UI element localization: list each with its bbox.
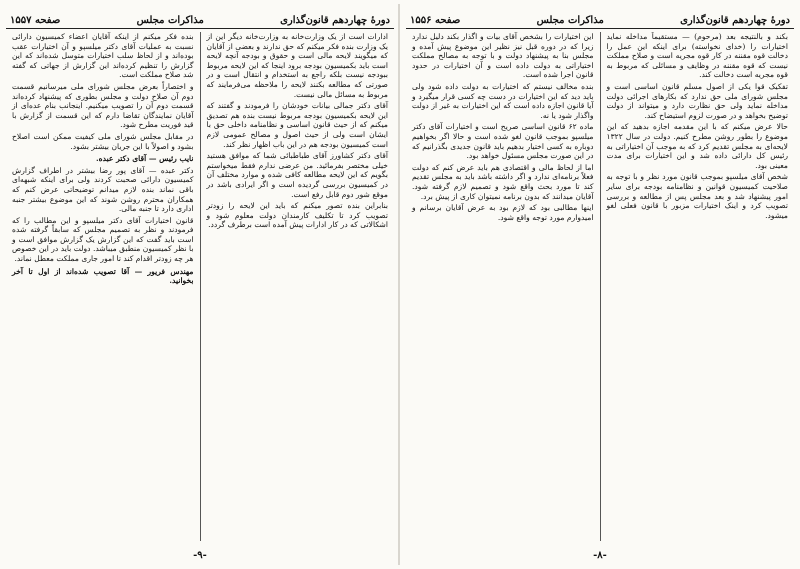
text-columns (6, 32, 394, 541)
paragraph: بنابراین بنده تصور میکنم که باید این لایحه را زودتر تصویب کرد تا تکلیف کارمندان دولت معلوم شود و اشکالاتی که در کار ادارات پیش آمده است برطرف گردد. (206, 201, 388, 230)
page-header (406, 6, 794, 29)
page-header (6, 6, 394, 29)
text-columns (406, 32, 794, 541)
paragraph: این اختیارات را بشخص آقای بیات و اگذار بکند دلیل ندارد زیرا که در دوره قبل نیز نظیر این موضوع پیش آمده و مجلس بنا به پیشنهاد دولت و با توجه به مصالح مملکت اختیاراتی به دولت داده است و آن اختیارات در حدود قانون اجرا شده است. (412, 32, 594, 80)
column-right (201, 32, 395, 541)
header-page-label: صفحه ۱۵۵۶ (410, 15, 461, 26)
paragraph: تفکیک قوا یکی از اصول مسلم قانون اساسی است و مجلس شورای ملی حق ندارد که بکارهای اجرائی دولت مداخله نماید ولی حق نظارت دارد و میتواند از دولت توضیح بخواهد و در صورت لزوم استیضاح کند. (606, 81, 788, 120)
paragraph: بکند و بالنتیجه بعد (مرحوم) — مستقیماً مداخله نماید اختیارات را (خدای نخواسته) برای اینکه این عمل را دخالت قوه مقننه در کار قوه مجریه است و صلاح مملکت نیست که قوه مقننه در وظایف و مسائلی که مربوط به قوه مجریه است دخالت کند. (606, 32, 788, 80)
page-number: -۸- (593, 550, 607, 561)
speaker-line: نایب رئیس — آقای دکتر عبده. (96, 154, 194, 164)
paragraph: بنده مخالف نیستم که اختیارات به دولت داده شود ولی باید دید که این اختیارات در دست چه کسی قرار میگیرد و آیا قانون اجازه داده است که این اختیارات به غیر از دولت واگذار شود یا نه. (412, 81, 594, 120)
header-page-label: صفحه ۱۵۵۷ (10, 15, 61, 26)
paragraph: ماده ۶۲ قانون اساسی صریح است و اختیارات آقای دکتر میلسپو بموجب قانون لغو شده است و حالا اگر بخواهیم دوباره به کسی اختیار بدهیم باید قانون جدیدی بگذرانیم که در این صورت مجلس مسئول خواهد بود. (412, 122, 594, 161)
paragraph: و اختصاراً بعرض مجلس شورای ملی میرسانیم قسمت دوم آن صلاح دولت و مجلس بطوری که پیشنهاد کرده‌اند قسمت دوم آن را تصویب میکنیم. اینجانب بنام عده‌ای از آقایان نمایندگان تقاضا دارم که این قسمت از گزارش با قید فوریت مطرح شود. (12, 81, 194, 130)
paragraph: ادارات است از یک وزارت‌خانه به وزارت‌خانه دیگر این از یک وزارت بنده فکر میکنم که حق ندارند و بعضی از آقایان که میگویند لایحه مالی است و حقوق و بودجه آنچه لایحه است باید بکمیسیون بودجه برود اینجا که این لایحه مربوط ببودجه نیست بلکه راجع به استخدام و انتقال است و در صورتی که مطالعه بکنند لایحه را ملاحظه می‌فرمایند که مربوط به مسائل مالی نیست. (206, 32, 388, 99)
column-left (406, 32, 600, 541)
paragraph: حالا عرض میکنم که با این مقدمه اجازه بدهید که این موضوع را بطور روشن مطرح کنیم. دولت در سال ۱۳۲۲ لایحه‌ای به مجلس تقدیم کرد که به موجب آن اختیاراتی به رئیس کل دارائی داده شد و این اختیارات برای مدت معینی بود. (606, 122, 788, 170)
header-series: دورهٔ چهاردهم قانون‌گذاری (680, 15, 790, 26)
header-title: مذاکرات مجلس (536, 15, 604, 26)
speaker-line: مهندس فریور — آقا تصویب شده‌اند از اول تا آخر بخوانید. (12, 266, 194, 286)
paragraph: شخص آقای میلسپو بموجب قانون مورد نظر و با توجه به صلاحیت کمیسیون قوانین و نظامنامه بودجه برای سایر امور پیشنهاد شد و بعد مجلس پس از مطالعه و بررسی تصویب کرد و اینک اختیارات مزبور با قانون فعلی لغو میشود. (606, 172, 788, 220)
paragraph: اینها مطالبی بود که لازم بود به عرض آقایان برسانم و امیدوارم مورد توجه واقع شود. (412, 203, 594, 222)
paragraph: آقای دکتر جمالی بیانات خودشان را فرمودند و گفتند که این لایحه بکمیسیون بودجه مربوط نیست بنده هم تصدیق میکنم که از حیث قانون اساسی و نظامنامه داخلی حق با ایشان است ولی از حیث اصول و مصالح عمومی لازم است کمیسیون بودجه هم در این باب اظهار نظر کند. (206, 101, 388, 149)
header-title: مذاکرات مجلس (136, 15, 204, 26)
column-divider (200, 32, 201, 541)
book-gutter (398, 4, 400, 565)
page-number: -۹- (193, 550, 207, 561)
column-divider (600, 32, 601, 541)
paragraph: بنده فکر میکنم از اینکه آقایان اعضاء کمیسیون دارائی نسبت به عملیات آقای دکتر میلسپو و آن اختیارات عقب بوده‌اند و از لحاظ سلب اختیارات متوسل شده‌اند که این گزارش را تنظیم کرده‌اند این گزارش از جهاتی که گفته شد صلاح مملکت است. (12, 32, 194, 80)
paragraph: اما از لحاظ مالی و اقتصادی هم باید عرض کنم که دولت فعلاً برنامه‌ای ندارد و اگر داشته باشد باید به مجلس تقدیم کند تا مورد بحث واقع شود و تصمیم لازم گرفته شود. آقایان میدانند که بدون برنامه نمیتوان کاری از پیش برد. (412, 162, 594, 201)
column-right (601, 32, 795, 541)
paragraph: در مقابل مجلس شورای ملی کیفیت ممکن است اصلاح بشود و اصولاً با این جریان بیشتر بشود. (12, 131, 194, 151)
paragraph: آقای دکتر کشاورز آقای طباطبائی شما که موافق هستید خیلی مختصر بفرمائید. من عرضی ندارم فقط میخواستم بگویم که این لایحه مطالعه کافی شده و موارد مختلف آن در کمیسیون بررسی گردیده است و اگر ایرادی باشد در موقع شور دوم قابل رفع است. (206, 151, 388, 199)
paragraph: قانون اختیارات آقای دکتر میلسپو و این مطالب را که فرمودند و نظر به تصمیم مجلس که سابقاً گرفته شده است باید گفت که این گزارش یک گزارش موافق است و با نظر کمیسیون منطبق میباشد. دولت باید در این خصوص هر چه زودتر اقدام کند تا امور جاری مملکت معطل نماند. (12, 215, 194, 264)
page-right (406, 6, 794, 563)
paragraph: دکتر عبده — آقای پور رضا بیشتر در اطراف گزارش کمیسیون دارائی صحبت کردند ولی برای اینکه شبهه‌ای باقی نماند بنده لازم میدانم توضیحاتی عرض کنم که همکاران محترم روشن شوند که این موضوع بیشتر جنبه اداری دارد تا جنبه مالی. (12, 165, 194, 214)
page-left (6, 6, 394, 563)
header-series: دورهٔ چهاردهم قانون‌گذاری (280, 15, 390, 26)
column-left (6, 32, 200, 541)
